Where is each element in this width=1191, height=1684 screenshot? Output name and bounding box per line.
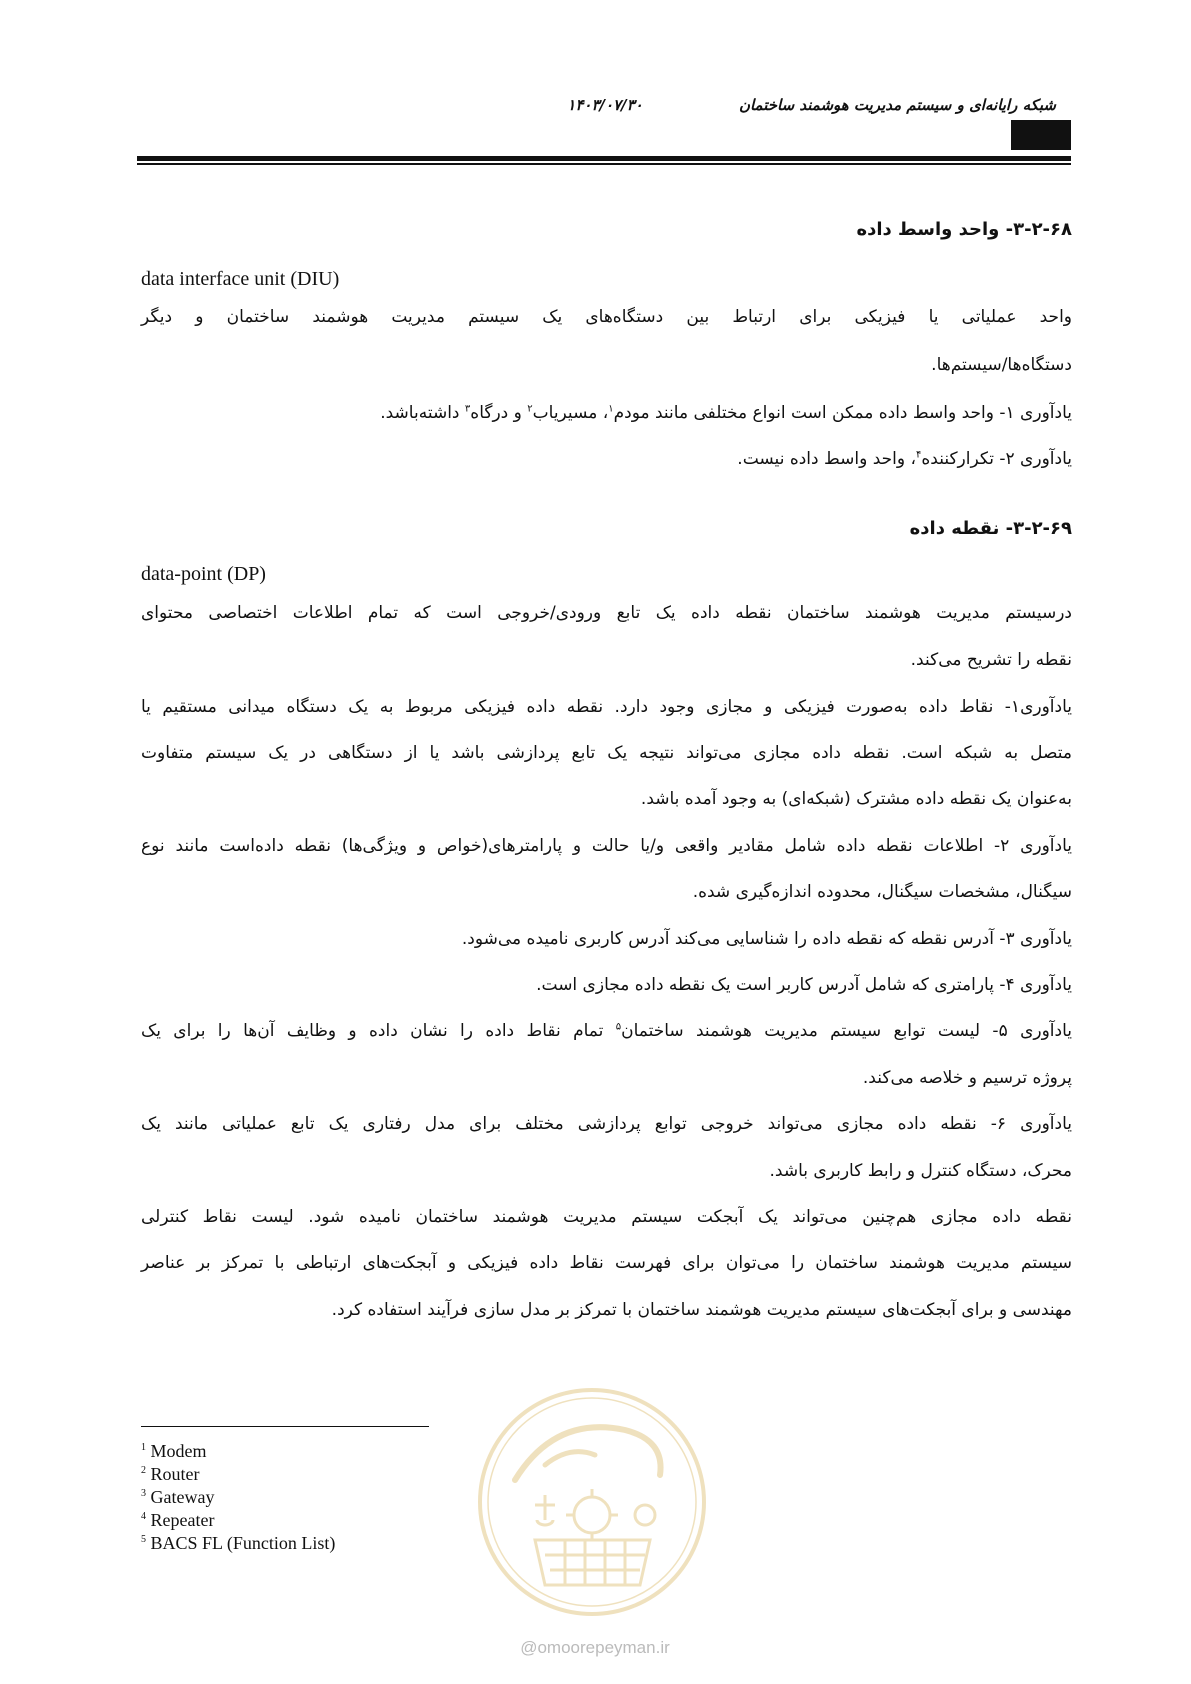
page-number-box	[1011, 120, 1071, 150]
note-line: یادآوری ۶- نقطه داده مجازی می‌تواند خروجی توابع پردازشی مختلف برای مدل رفتاری یک تابع عملیاتی مانند یک	[141, 1114, 1072, 1134]
note-line: یادآوری ۳- آدرس نقطه که نقطه داده را شناسایی می‌کند آدرس کاربری نامیده می‌شود.	[461, 929, 1072, 949]
section-heading-69: ۳-۲-۶۹- نقطه داده	[909, 518, 1072, 539]
footnote-ref: ۳	[464, 403, 471, 415]
footnote: $^5$ BACS FL (Function List)	[141, 1533, 336, 1553]
footnote-ref: ۵	[615, 1021, 622, 1033]
note-line: یادآوری ۴- پارامتری که شامل آدرس کاربر است یک نقطه داده مجازی است.	[536, 975, 1072, 995]
note-line: محرک، دستگاه کنترل و رابط کاربری باشد.	[769, 1161, 1072, 1181]
note-line: یادآوری ۵- لیست توابع سیستم مدیریت هوشمند ساختمان$^۵$ تمام نقاط داده را نشان داده و وظایف آن‌ها را برای یک	[141, 1021, 1072, 1041]
english-term-diu: data interface unit (DIU)	[141, 268, 340, 290]
footnote-separator	[141, 1426, 429, 1427]
footnote: $^1$ Modem	[141, 1441, 207, 1461]
note-line: یادآوری ۲- تکرارکننده$^۴$، واحد واسط داده نیست.	[737, 449, 1072, 469]
paragraph-line: سیستم مدیریت هوشمند ساختمان را می‌توان برای فهرست نقاط داده فیزیکی و آبجکت‌های ارتباطی با تمرکز بر عناصر	[141, 1253, 1072, 1273]
footnote-ref: ۲	[527, 403, 533, 415]
header-rule-thin	[137, 163, 1071, 165]
footnote: $^2$ Router	[141, 1464, 200, 1484]
section-heading-68: ۳-۲-۶۸- واحد واسط داده	[856, 219, 1072, 240]
note-line: یادآوری۱- نقاط داده به‌صورت فیزیکی و مجازی وجود دارد. نقطه داده فیزیکی مربوط به یک دستگاه میدانی مستقیم یا	[141, 697, 1072, 717]
header-rule-thick	[137, 156, 1071, 161]
note-line: متصل به شبکه است. نقطه داده مجازی می‌تواند نتیجه یک تابع پردازشی باشد یا از دستگاهی در یک سیستم متفاوت	[141, 743, 1072, 763]
definition-line: دستگاه‌ها/سیستم‌ها.	[931, 355, 1072, 375]
running-header-date: ۱۴۰۳/۰۷/۳۰	[567, 96, 643, 114]
definition-line: درسیستم مدیریت هوشمند ساختمان نقطه داده یک تابع ورودی/خروجی است که تمام اطلاعات اختصاصی محتوای	[141, 603, 1072, 623]
note-line: پروژه ترسیم و خلاصه می‌کند.	[862, 1068, 1072, 1088]
note-line: سیگنال، مشخصات سیگنال، محدوده اندازه‌گیری شده.	[692, 882, 1072, 902]
watermark-site: @omoorepeyman.ir	[520, 1638, 670, 1657]
english-term-dp: data-point (DP)	[141, 563, 266, 585]
note-line: یادآوری ۲- اطلاعات نقطه داده شامل مقادیر واقعی و/یا حالت و پارامترهای(خواص و ویژگی‌ها) نقطه داده‌است مانند نوع	[141, 836, 1072, 856]
definition-line: نقطه را تشریح می‌کند.	[910, 650, 1072, 670]
definition-line: واحد عملیاتی یا فیزیکی برای ارتباط بین دستگاه‌های یک سیستم مدیریت هوشمند ساختمان و دیگر	[141, 307, 1072, 327]
footnote: $^4$ Repeater	[141, 1510, 215, 1530]
footnote-ref: ۱	[608, 403, 614, 415]
footnote: $^3$ Gateway	[141, 1487, 215, 1507]
running-header-title: شبکه رایانه‌ای و سیستم مدیریت هوشمند ساختمان	[738, 96, 1056, 114]
paragraph-line: مهندسی و برای آبجکت‌های سیستم مدیریت هوشمند ساختمان با تمرکز بر مدل سازی فرآیند استفاده کرد.	[331, 1300, 1072, 1320]
watermark-logo-icon	[475, 1385, 710, 1620]
footnote-ref: ۴	[915, 449, 922, 461]
paragraph-line: نقطه داده مجازی هم‌چنین می‌تواند یک آبجکت سیستم مدیریت هوشمند ساختمان نامیده شود. لیست نقاط کنترلی	[141, 1207, 1072, 1227]
note-line: یادآوری ۱- واحد واسط داده ممکن است انواع مختلفی مانند مودم$^۱$، مسیریاب$^۲$ و درگاه$^۳$ داشته‌باشد.	[380, 403, 1072, 423]
note-line: به‌عنوان یک نقطه داده مشترک (شبکه‌ای) به وجود آمده باشد.	[640, 789, 1072, 809]
